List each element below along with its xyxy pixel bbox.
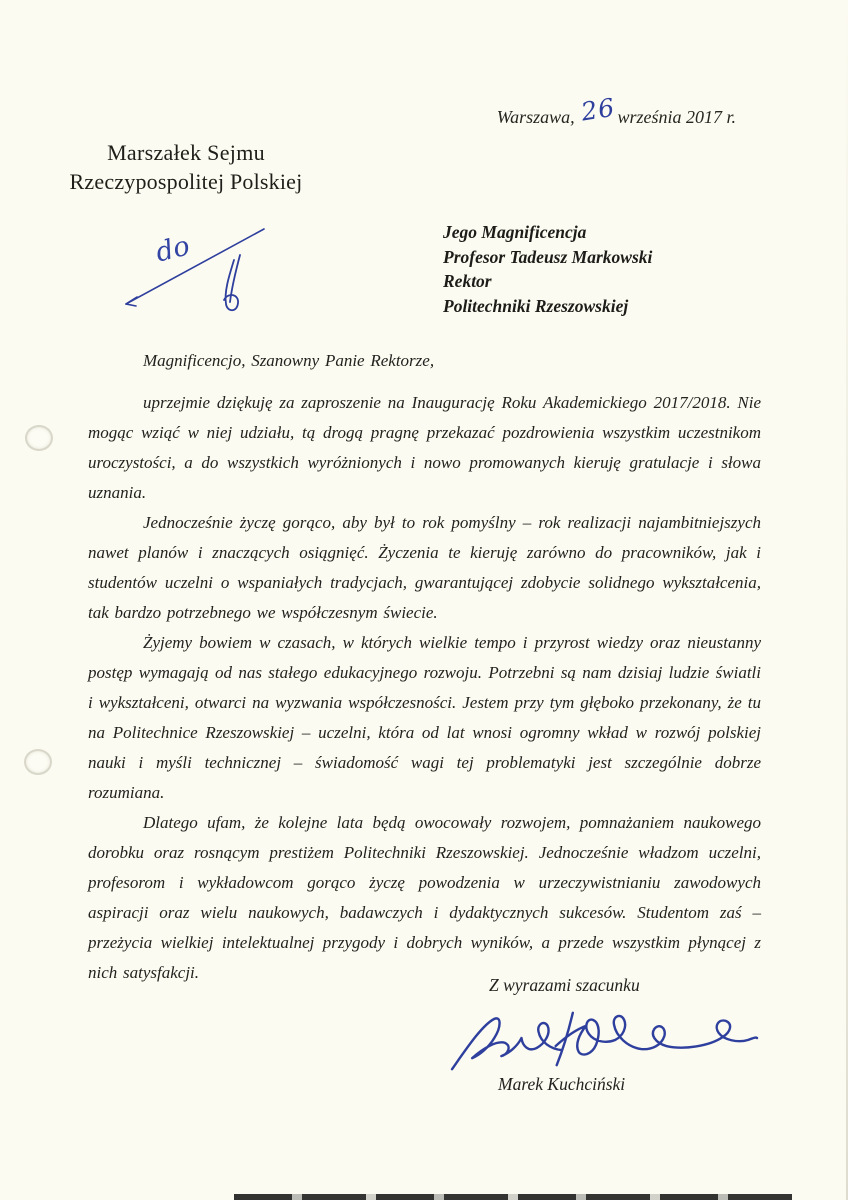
letterhead-line2: Rzeczypospolitej Polskiej [69, 169, 303, 194]
dateline-rest: września 2017 r. [617, 107, 736, 127]
signature-stroke-1 [452, 1018, 562, 1069]
dateline [496, 92, 736, 129]
letter-body [88, 346, 761, 988]
annotation-arrow-ink [112, 222, 282, 322]
letterhead-line1: Marszałek Sejmu [107, 140, 265, 165]
annotation-word: do [152, 230, 193, 269]
paragraph-2: Jednocześnie życzę gorąco, aby był to rok pomyślny – rok realizacji najambitniejszych nawet planów i znaczących osiągnięć. Życzenia te kieruję zarówno do pracowników, jak i studentów uczelni o wspaniałych tradycjach, gwarantującej zdobycie solidnego wykształcenia, tak bardzo potrzebnego we współczesnym świecie. [88, 513, 761, 622]
paragraph-3: Żyjemy bowiem w czasach, w których wielkie tempo i przyrost wiedzy oraz nieustanny postęp wymagają od nas stałego edukacyjnego rozwoju. Potrzebni są nam dzisiaj ludzie światli i wykształceni, otwarci na wyzwania współczesności. Jestem przy tym głęboko przekonany, że tu na Politechnice Rzeszowskiej – uczelni, która od lat wnosi ogromny wkład w rozwój polskiej nauki i myśli technicznej – świadomość wagi tej problematyki jest szczególnie dobrze rozumiana. [88, 633, 761, 802]
valediction: Z wyrazami szacunku [489, 975, 640, 995]
handwritten-day: 26 [578, 92, 617, 127]
addressee-line-3: Rektor [443, 271, 492, 291]
addressee-line-1: Jego Magnificencja [443, 222, 587, 242]
signature-ink [448, 1004, 760, 1076]
hole-punch-bottom [24, 749, 52, 775]
addressee-line-4: Politechniki Rzeszowskiej [443, 295, 629, 316]
arrow-line [126, 229, 264, 304]
signer-name: Marek Kuchciński [498, 1074, 626, 1094]
salutation: Magnificencjo, Szanowny Panie Rektorze, [143, 351, 435, 370]
handwritten-annotation [112, 222, 282, 322]
hole-punch-top [25, 425, 53, 451]
signature [448, 1004, 760, 1076]
dateline-city: Warszawa, [496, 107, 575, 127]
addressee-block [443, 220, 652, 318]
scan-artifact-bar [234, 1194, 792, 1200]
paragraph-1: uprzejmie dziękuję za zaproszenie na Inaugurację Roku Akademickiego 2017/2018. Nie mogąc wziąć w niej udziału, tą drogą pragnę przekazać pozdrowienia wszystkim uczestnikom uroczystości, a do wszystkich wyróżnionych i nowo promowanych kieruję gratulacje i słowa uznania. [88, 393, 761, 502]
paragraph-4: Dlatego ufam, że kolejne lata będą owocowały rozwojem, pomnażaniem naukowego dorobku oraz rosnącym prestiżem Politechniki Rzeszowskiej. Jednocześnie władzom uczelni, profesorom i wykładowcom gorąco życzę powodzenia w urzeczywistnianiu zawodowych aspiracji oraz wielu naukowych, badawczych i dydaktycznych sukcesów. Studentom zaś – przeżycia wielkiej intelektualnej przygody i dobrych wyników, a przede wszystkim płynącej z nich satysfakcji. [88, 813, 761, 982]
addressee-line-2: Profesor Tadeusz Markowski [443, 246, 653, 267]
signature-stroke-3 [556, 1016, 757, 1055]
letterhead [66, 139, 306, 197]
